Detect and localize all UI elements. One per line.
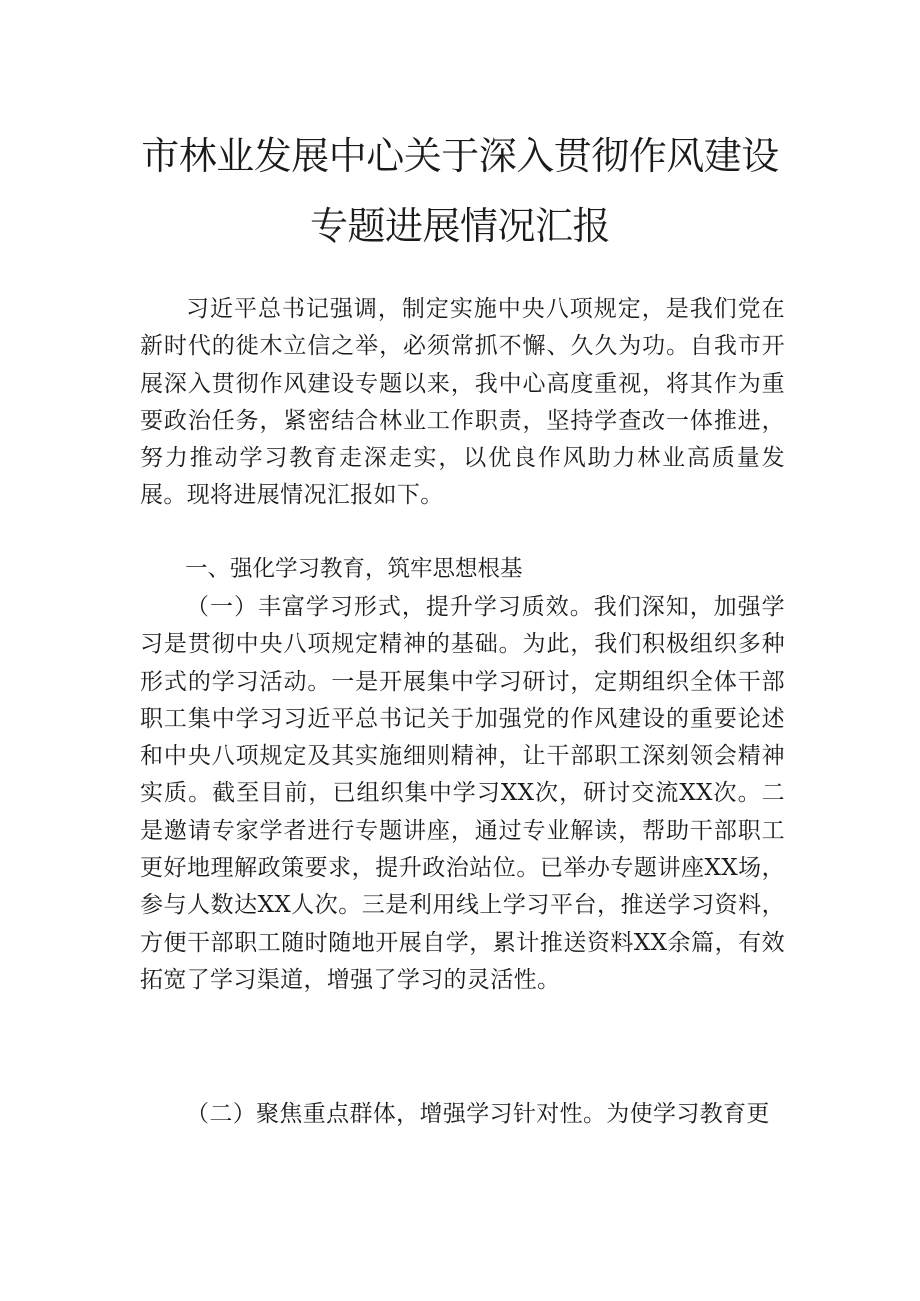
section-heading-1: 一、强化学习教育，筑牢思想根基 bbox=[185, 556, 523, 582]
document-title: 市林业发展中心关于深入贯彻作风建设专题进展情况汇报 bbox=[141, 134, 779, 248]
intro-paragraph: 习近平总书记强调，制定实施中央八项规定，是我们党在新时代的徙木立信之举，必须常抓不懈、久久为功。自我市开展深入贯彻作风建设专题以来，我中心高度重视，将其作为重要政治任务，紧密结合林业工作职责，坚持学查改一体推进，努力推动学习教育走深走实，以优良作风助力林业高质量发展。现将进展情况汇报如下。 bbox=[140, 296, 785, 509]
subsection-paragraph-1: （一）丰富学习形式，提升学习质效。我们深知，加强学习是贯彻中央八项规定精神的基础。为此，我们积极组织多种形式的学习活动。一是开展集中学习研讨，定期组织全体干部职工集中学习习近平总书记关于加强党的作风建设的重要论述和中央八项规定及其实施细则精神，让干部职工深刻领会精神实质。截至目前，已组织集中学习XX次，研讨交流XX次。二是邀请专家学者进行专题讲座，通过专业解读，帮助干部职工更好地理解政策要求，提升政治站位。已举办专题讲座XX场，参与人数达XX人次。三是利用线上学习平台，推送学习资料，方便干部职工随时随地开展自学，累计推送资料XX余篇，有效拓宽了学习渠道，增强了学习的灵活性。 bbox=[140, 594, 785, 993]
subsection-paragraph-2: （二）聚焦重点群体，增强学习针对性。为使学习教育更 bbox=[186, 1101, 770, 1127]
